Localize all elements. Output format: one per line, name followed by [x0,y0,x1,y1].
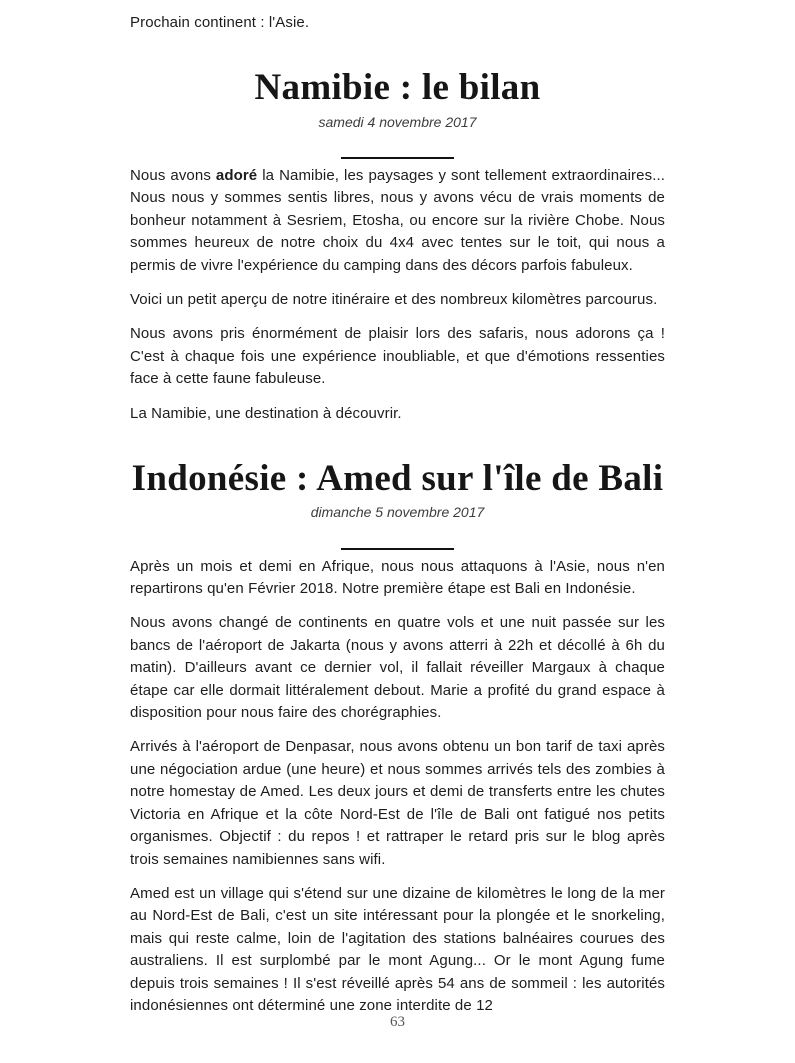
article-namibie [130,34,665,425]
page-number: 63 [390,1014,405,1030]
paragraph-bold-text: adoré [215,166,258,184]
article-title-wrap [130,425,665,501]
paragraph: Amed est un village qui s'étend sur une dizaine de kilomètres le long de la mer au Nord-Est de Bali, c'est un site intéressant pour la plongée et le snorkeling, mais qui reste calme, loin de l'agitation des stations balnéaires courues des australiens. Il est surplombé par le mont Agung... Or le mont Agung fume depuis trois semaines ! Il s'est réveillé après 54 ans de sommeil : les autorités indonésiennes ont déterminé une zone interdite de 12 [130,884,665,1014]
paragraph-text: la Namibie, les paysages y sont tellement extraordinaires... Nous nous y sommes sentis libres, nous y avons vécu de vrais moments de bonheur notamment à Sesriem, Etosha, ou encore sur la rivière Chobe. Nous sommes heureux de notre choix du 4x4 avec tentes sur le toit, qui nous a permis de vivre l'expérience du camping dans des décors parfois fabuleux. [130,166,665,274]
paragraph: Arrivés à l'aéroport de Denpasar, nous avons obtenu un bon tarif de taxi après une négociation ardue (une heure) et nous sommes arrivés tels des zombies à notre homestay de Amed. Les deux jours et demi de transferts entre les chutes Victoria en Afrique et la côte Nord-Est de l'île de Bali ont fatigué nos petits organismes. Objectif : du repos ! et rattraper le retard pris sur le blog après trois semaines namibiennes sans wifi. [130,738,665,868]
paragraph [130,165,665,277]
paragraph: Nous avons pris énormément de plaisir lors des safaris, nous adorons ça ! C'est à chaque fois une expérience inoubliable, et que d'émotions ressenties face à cette faune fabuleuse. [130,325,665,388]
article-title-namibie: Namibie : le bilan [254,67,541,109]
section-divider [341,157,454,159]
article-title-indonesie: Indonésie : Amed sur l'île de Bali [131,458,664,500]
article-title-wrap [130,34,665,110]
paragraph: Nous avons changé de continents en quatre vols et une nuit passée sur les bancs de l'aéroport de Jakarta (nous y avons atterri à 22h et décollé à 6h du matin). D'ailleurs avant ce dernier vol, il fallait réveiller Margaux à chaque étape car elle dormait littéralement debout. Marie a profité du grand espace à disposition pour nous faire des chorégraphies. [130,614,665,722]
article-date-namibie: samedi 4 novembre 2017 [318,113,477,130]
article-indonesie [130,425,665,1017]
paragraph-text: Nous avons [130,166,216,184]
article-date-indonesie: dimanche 5 novembre 2017 [310,504,485,521]
page-content [130,0,665,1017]
paragraph: Voici un petit aperçu de notre itinéraire et des nombreux kilomètres parcourus. [130,291,658,309]
section-divider [341,548,454,550]
intro-paragraph: Prochain continent : l'Asie. [130,14,310,31]
paragraph: Après un mois et demi en Afrique, nous nous attaquons à l'Asie, nous n'en repartirons qu'en Février 2018. Notre première étape est Bali en Indonésie. [130,557,665,598]
paragraph: La Namibie, une destination à découvrir. [130,404,402,422]
